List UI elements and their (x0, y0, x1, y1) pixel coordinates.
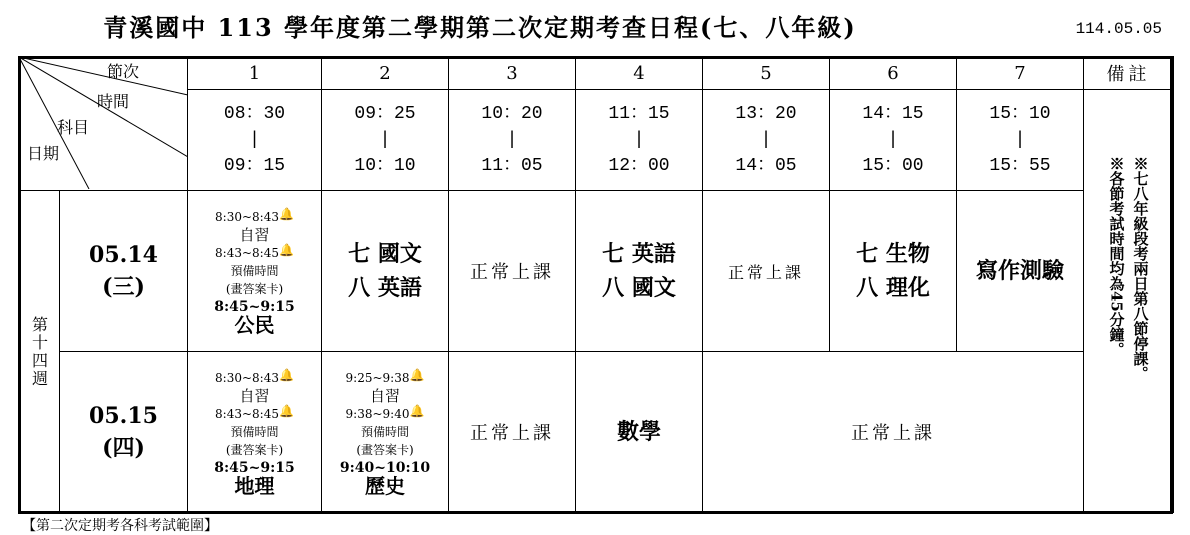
period-header: 4 (576, 57, 703, 90)
time-cell: 13：20 | 14：05 (703, 90, 830, 191)
time-cell: 09：25 | 10：10 (322, 90, 449, 191)
bell-icon: 🔔 (279, 207, 294, 221)
normal-class: 正常上課 (703, 191, 830, 352)
exam-slot: 七 國文 八 英語 (322, 191, 449, 352)
corner-subject-label: 科目 (57, 118, 90, 137)
remarks-cell (1084, 90, 1174, 513)
exam-slot: 七 生物 八 理化 (830, 191, 957, 352)
exam-slot: 9:25~9:38🔔 自習 9:38~9:40🔔 預備時間 (畫答案卡) 9:40~10:10 歷史 (322, 352, 449, 513)
bell-icon: 🔔 (409, 368, 425, 382)
date-cell: 05.15 (四) (60, 352, 188, 513)
period-header: 3 (449, 57, 576, 90)
exam-slot: 8:30~8:43🔔 自習 8:43~8:45🔔 預備時間 (畫答案卡) 8:45~9:15 地理 (188, 352, 322, 513)
exam-schedule-table (18, 56, 1174, 513)
exam-slot: 8:30~8:43🔔 自習 8:43~8:45🔔 預備時間 (畫答案卡) 8:45~9:15 公民 (188, 191, 322, 352)
page-title: 青溪國中 113 學年度第二學期第二次定期考查日程(七、八年級) (103, 13, 857, 42)
bell-icon: 🔔 (279, 368, 294, 382)
remark-line: ※七八年級段考兩日第八節停課。 (1131, 156, 1150, 381)
period-header: 5 (703, 57, 830, 90)
time-cell: 10：20 | 11：05 (449, 90, 576, 191)
time-cell: 15：10 | 15：55 (957, 90, 1084, 191)
remark-line: ※各節考試時間均為45分鐘。 (1107, 156, 1126, 357)
time-cell: 08：30 | 09：15 (188, 90, 322, 191)
diagonal-lines (19, 57, 188, 189)
bell-icon: 🔔 (279, 243, 294, 257)
time-cell: 14：15 | 15：00 (830, 90, 957, 191)
exam-slot: 七 英語 八 國文 (576, 191, 703, 352)
corner-period-label: 節次 (107, 62, 140, 81)
remarks-header: 備註 (1084, 57, 1174, 90)
normal-class: 正常上課 (449, 191, 576, 352)
period-header: 7 (957, 57, 1084, 90)
bell-icon: 🔔 (409, 404, 425, 418)
issue-date: 114.05.05 (1075, 20, 1162, 38)
time-cell: 11：15 | 12：00 (576, 90, 703, 191)
corner-cell (19, 57, 188, 191)
normal-class: 正常上課 (703, 352, 1084, 513)
date-cell: 05.14 (三) (60, 191, 188, 352)
corner-day-label: 日期 (27, 144, 60, 163)
bell-icon: 🔔 (279, 404, 294, 418)
exam-slot: 寫作測驗 (957, 191, 1084, 352)
week-cell: 第十四週 (19, 191, 60, 513)
corner-time-label: 時間 (97, 92, 130, 111)
exam-slot: 數學 (576, 352, 703, 513)
period-header: 6 (830, 57, 957, 90)
period-header: 1 (188, 57, 322, 90)
period-header: 2 (322, 57, 449, 90)
footer-heading: 【第二次定期考各科考試範圍】 (22, 518, 218, 534)
normal-class: 正常上課 (449, 352, 576, 513)
